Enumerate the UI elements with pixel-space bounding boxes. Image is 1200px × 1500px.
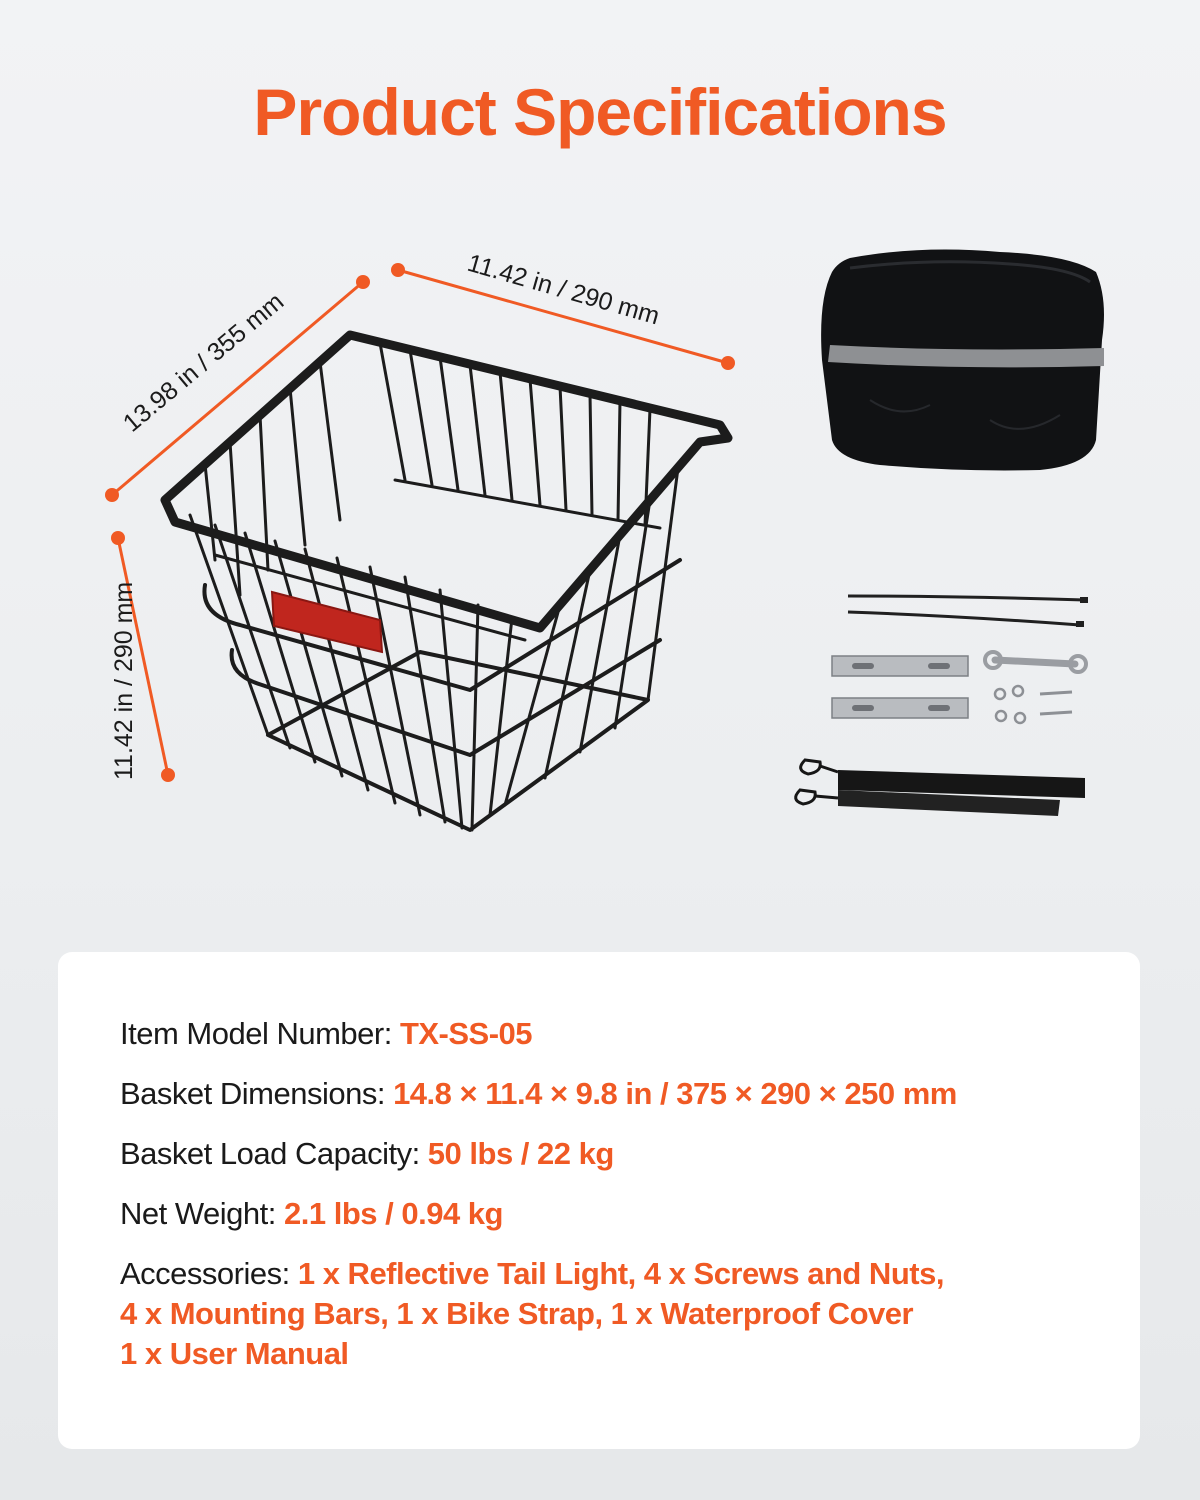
- depth-dimension-label: 13.98 in / 355 mm: [117, 287, 290, 438]
- load-label: Basket Load Capacity:: [120, 1136, 428, 1171]
- spec-list: [120, 1014, 1120, 1394]
- load-value: 50 lbs / 22 kg: [427, 1136, 614, 1171]
- accessories-image: [796, 596, 1088, 816]
- spec-row-load: [120, 1134, 1120, 1174]
- spec-row-accessories: [120, 1254, 1120, 1374]
- accessories-line-3: 1 x User Manual: [120, 1336, 349, 1371]
- page-title: Product Specifications: [253, 75, 947, 149]
- spec-row-dimensions: [120, 1074, 1120, 1114]
- accessories-label: Accessories:: [120, 1256, 298, 1291]
- model-value: TX-SS-05: [399, 1016, 533, 1051]
- dimensions-label: Basket Dimensions:: [120, 1076, 394, 1111]
- accessories-line-1: 1 x Reflective Tail Light, 4 x Screws and Nuts,: [297, 1256, 944, 1291]
- model-label: Item Model Number:: [120, 1016, 400, 1051]
- waterproof-cover-image: [821, 250, 1104, 471]
- accessories-line-2: 4 x Mounting Bars, 1 x Bike Strap, 1 x Waterproof Cover: [120, 1296, 914, 1331]
- wire-basket-image: [165, 335, 728, 830]
- spec-card: [58, 952, 1140, 1449]
- reflector-icon: [272, 592, 382, 652]
- weight-value: 2.1 lbs / 0.94 kg: [284, 1196, 503, 1231]
- width-dimension-label: 11.42 in / 290 mm: [464, 248, 663, 331]
- height-dimension-label: 11.42 in / 290 mm: [110, 581, 138, 780]
- spec-row-weight: [120, 1194, 1120, 1234]
- spec-row-model: [120, 1014, 1120, 1054]
- weight-label: Net Weight:: [120, 1196, 285, 1231]
- dimensions-value: 14.8 × 11.4 × 9.8 in / 375 × 290 × 250 mm: [393, 1076, 957, 1111]
